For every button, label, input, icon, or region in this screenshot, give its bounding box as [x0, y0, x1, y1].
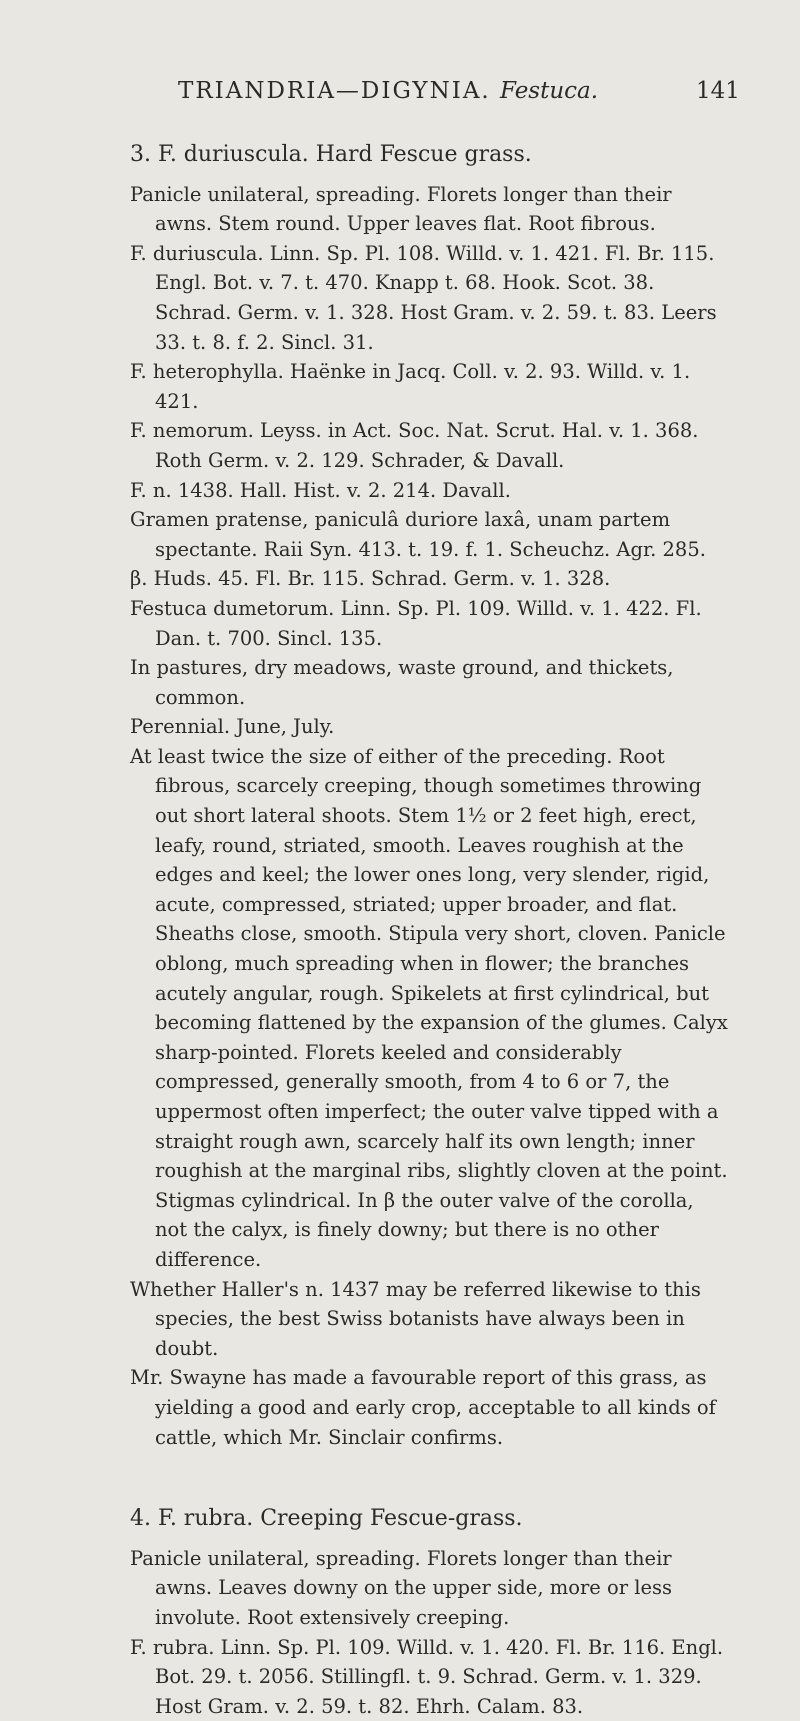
species-3-note: Mr. Swayne has made a favourable report of this grass, as yielding a good and early crop, acceptable to all kinds of cattle, which Mr. Sinclair confirms. [130, 1363, 730, 1452]
species-3-note: Whether Haller's n. 1437 may be referred likewise to this species, the best Swiss botanists have always been in doubt. [130, 1275, 730, 1364]
species-3-synonym: F. duriuscula. Linn. Sp. Pl. 108. Willd. v. 1. 421. Fl. Br. 115. Engl. Bot. v. 7. t. 470. Knapp t. 68. Hook. Scot. 38. Schrad. Germ. v. 1. 328. Host Gram. v. 2. 59. t. 83. Leers 33. t. 8. f. 2. Sincl. 31. [130, 239, 730, 357]
species-3-diagnosis: Panicle unilateral, spreading. Florets longer than their awns. Stem round. Upper leaves flat. Root fibrous. [130, 180, 730, 239]
species-4-synonym: F. rubra. Linn. Sp. Pl. 109. Willd. v. 1. 420. Fl. Br. 116. Engl. Bot. 29. t. 2056. Stillingfl. t. 9. Schrad. Germ. v. 1. 329. Host Gram. v. 2. 59. t. 82. Ehrh. Calam. 83. [130, 1633, 730, 1721]
species-3-description: At least twice the size of either of the preceding. Root fibrous, scarcely creeping, though sometimes throwing out short lateral shoots. Stem 1½ or 2 feet high, erect, leafy, round, striated, smooth. Leaves roughish at the edges and keel; the lower ones long, very slender, rigid, acute, compressed, striated; upper broader, and flat. Sheaths close, smooth. Stipula very short, cloven. Panicle oblong, much spreading when in flower; the branches acutely angular, rough. Spikelets at first cylindrical, but becoming flattened by the expansion of the glumes. Calyx sharp-pointed. Florets keeled and considerably compressed, generally smooth, from 4 to 6 or 7, the uppermost often imperfect; the outer valve tipped with a straight rough awn, scarcely half its own length; inner roughish at the marginal ribs, slightly cloven at the point. Stigmas cylindrical. In β the outer valve of the corolla, not the calyx, is finely downy; but there is no other difference. [130, 742, 730, 1275]
species-3-synonym: Gramen pratense, paniculâ duriore laxâ, unam partem spectante. Raii Syn. 413. t. 19. f. 1. Scheuchz. Agr. 285. [130, 505, 730, 564]
species-3-synonym: Festuca dumetorum. Linn. Sp. Pl. 109. Willd. v. 1. 422. Fl. Dan. t. 700. Sincl. 135. [130, 594, 730, 653]
running-genus: Festuca. [500, 78, 598, 104]
species-3-habitat: In pastures, dry meadows, waste ground, and thickets, common. [130, 653, 730, 712]
species-4-heading: 4. F. rubra. Creeping Fescue-grass. [130, 1504, 730, 1534]
running-title: TRIANDRIA—DIGYNIA. [178, 78, 491, 104]
species-3-synonym: F. nemorum. Leyss. in Act. Soc. Nat. Scrut. Hal. v. 1. 368. Roth Germ. v. 2. 129. Schrader, & Davall. [130, 416, 730, 475]
species-3-duration: Perennial. June, July. [130, 712, 730, 742]
running-header [0, 78, 800, 118]
section-gap [130, 1452, 730, 1504]
species-4-diagnosis: Panicle unilateral, spreading. Florets longer than their awns. Leaves downy on the upper side, more or less involute. Root extensively creeping. [130, 1544, 730, 1633]
species-3-synonym: F. heterophylla. Haënke in Jacq. Coll. v. 2. 93. Willd. v. 1. 421. [130, 357, 730, 416]
species-3-synonym: β. Huds. 45. Fl. Br. 115. Schrad. Germ. v. 1. 328. [130, 564, 730, 594]
page-body [130, 140, 730, 1721]
species-3-synonym: F. n. 1438. Hall. Hist. v. 2. 214. Davall. [130, 476, 730, 506]
page-number: 141 [696, 78, 740, 104]
species-3-heading: 3. F. duriuscula. Hard Fescue grass. [130, 140, 730, 170]
